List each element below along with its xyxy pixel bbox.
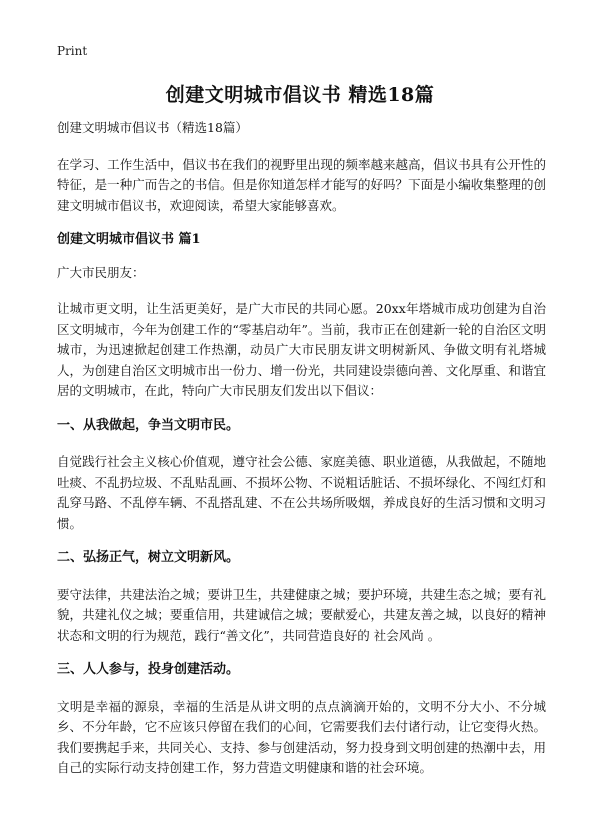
point-heading-2: 二、弘扬正气，树立文明新风。: [57, 550, 240, 565]
article-subtitle: 创建文明城市倡议书（精选18篇）: [57, 120, 248, 135]
point-body-1: 自觉践行社会主义核心价值观，遵守社会公德、家庭美德、职业道德，从我做起，不随地吐痰、不乱扔垃圾、不乱贴乱画、不损坏公物、不说粗话脏话、不损坏绿化、不闯红灯和乱穿马路、不乱停车辆、不乱搭乱建、不在公共场所吸烟，养成良好的生活习惯和文明习惯。: [57, 454, 546, 531]
article-body: [57, 118, 546, 793]
point-heading-1: 一、从我做起，争当文明市民。: [57, 417, 240, 433]
point-body-3: 文明是幸福的源泉，幸福的生活是从讲文明的点点滴滴开始的，文明不分大小、不分城乡、不分年龄，它不应该只停留在我们的心间，它需要我们去付诸行动，让它变得火热。我们要携起手来，共同关心、支持、参与创建活动，努力投身到文明创建的热潮中去，用自己的实际行动支持创建工作，努力营造文明健康和谐的社会环境。: [57, 698, 546, 775]
opening-paragraph: 让城市更文明，让生活更美好，是广大市民的共同心愿。20xx年塔城市成功创建为自治区文明城市，今年为创建工作的“零基启动年”。当前，我市正在创建新一轮的自治区文明城市，为迅速掀起创建工作热潮，动员广大市民朋友讲文明树新风、争做文明有礼塔城人，为创建自治区文明城市出一份力、增一份光，共同建设崇德向善、文化厚重、和谐宜居的文明城市，在此，特向广大市民朋友们发出以下倡议：: [57, 301, 546, 398]
section-title: 创建文明城市倡议书 篇1: [57, 232, 201, 247]
print-link[interactable]: Print: [57, 44, 88, 58]
page-title: 创建文明城市倡议书 精选18篇: [165, 84, 435, 106]
point-body-2: 要守法律，共建法治之城；要讲卫生，共建健康之城；要护环境，共建生态之城；要有礼貌，共建礼仪之城；要重信用，共建诚信之城；要献爱心，共建友善之城，以良好的精神状态和文明的行为规范，践行“善文化”，共同营造良好的 社会风尚 。: [57, 586, 546, 643]
greeting: 广大市民朋友：: [57, 264, 145, 280]
intro-paragraph: 在学习、工作生活中，倡议书在我们的视野里出现的频率越来越高，倡议书具有公开性的特征，是一种广而告之的书信。但是你知道怎样才能写的好吗？下面是小编收集整理的创建文明城市倡议书，欢迎阅读，希望大家能够喜欢。: [57, 156, 546, 213]
point-heading-3: 三、人人参与，投身创建活动。: [57, 662, 240, 677]
